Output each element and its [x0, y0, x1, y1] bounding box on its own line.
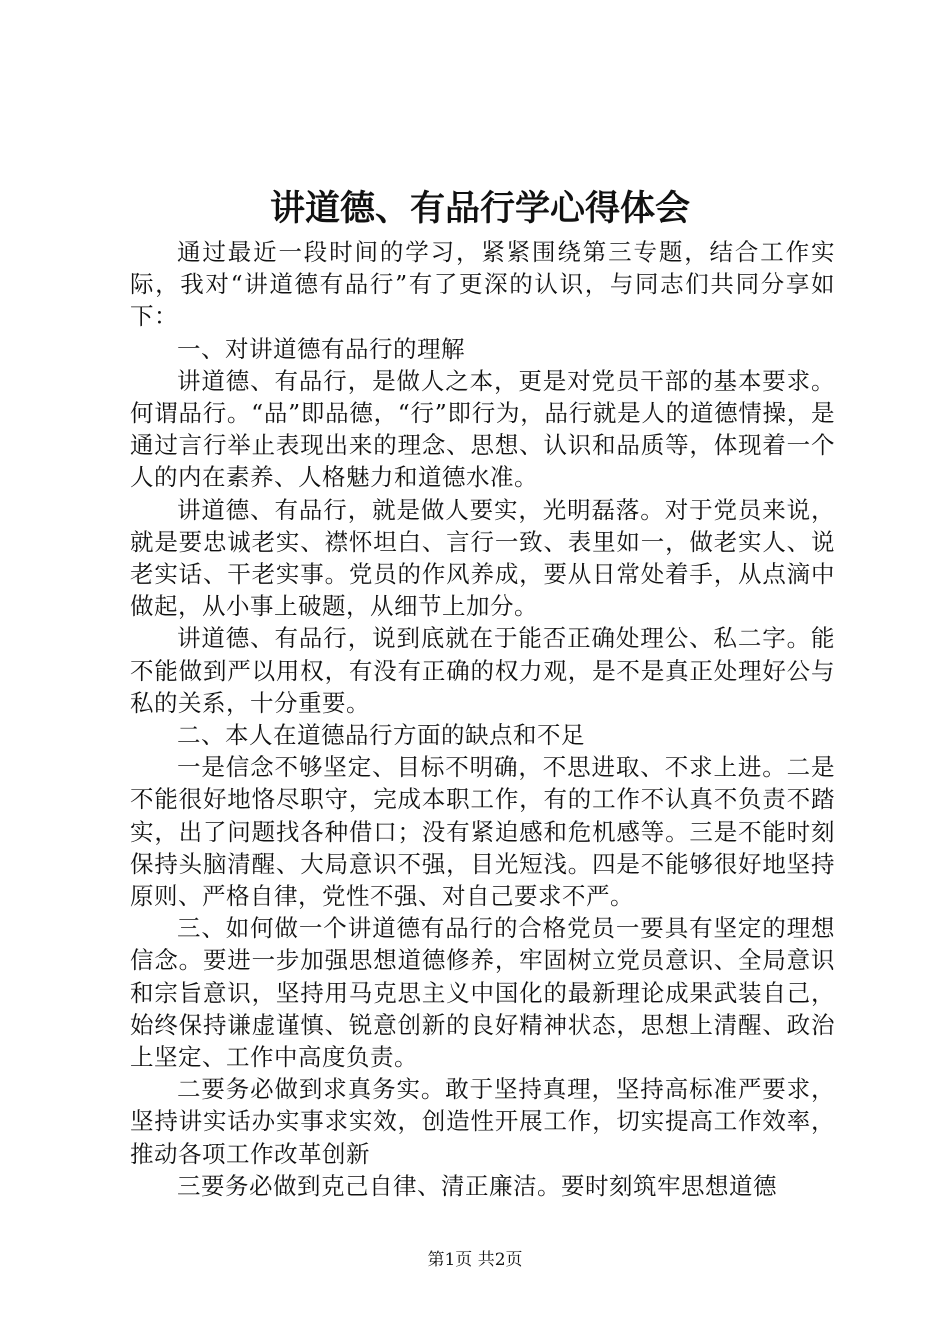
- paragraph: 一是信念不够坚定、目标不明确，不思进取、不求上进。二是不能很好地恪尽职守，完成本职工作，有的工作不认真不负责不踏实，出了问题找各种借口；没有紧迫感和危机感等。三是不能时刻保持头脑清醒、大局意识不强，目光短浅。四是不能够很好地坚持原则、严格自律，党性不强、对自己要求不严。: [130, 753, 835, 911]
- paragraph: 二要务必做到求真务实。敢于坚持真理，坚持高标准严要求，坚持讲实话办实事求实效，创造性开展工作，切实提高工作效率，推动各项工作改革创新: [130, 1075, 835, 1168]
- paragraph: 讲道德、有品行，是做人之本，更是对党员干部的基本要求。何谓品行。“品”即品德，“行”即行为，品行就是人的道德情操，是通过言行举止表现出来的理念、思想、认识和品质等，体现着一个人的内在素养、人格魅力和道德水准。: [130, 366, 835, 492]
- page-number-footer: 第1页 共2页: [427, 1250, 523, 1270]
- paragraph: 三、如何做一个讲道德有品行的合格党员一要具有坚定的理想信念。要进一步加强思想道德修养，牢固树立党员意识、全局意识和宗旨意识，坚持用马克思主义中国化的最新理论成果武装自己，始终保持谦虚谨慎、锐意创新的良好精神状态，思想上清醒、政治上坚定、工作中高度负责。: [130, 914, 835, 1072]
- document-title: 讲道德、有品行学心得体会: [269, 188, 690, 229]
- section-heading-1: 一、对讲道德有品行的理解: [177, 334, 465, 363]
- document-body: [130, 236, 835, 1202]
- paragraph: 三要务必做到克己自律、清正廉洁。要时刻筑牢思想道德: [177, 1171, 777, 1200]
- paragraph: 讲道德、有品行，说到底就在于能否正确处理公、私二字。能不能做到严以用权，有没有正确的权力观，是不是真正处理好公与私的关系，十分重要。: [130, 624, 835, 717]
- paragraph-intro: 通过最近一段时间的学习，紧紧围绕第三专题，结合工作实际，我对“讲道德有品行”有了更深的认识，与同志们共同分享如下：: [130, 238, 835, 331]
- paragraph: 讲道德、有品行，就是做人要实，光明磊落。对于党员来说，就是要忠诚老实、襟怀坦白、言行一致、表里如一，做老实人、说老实话、干老实事。党员的作风养成，要从日常处着手，从点滴中做起，从小事上破题，从细节上加分。: [130, 495, 835, 621]
- section-heading-2: 二、本人在道德品行方面的缺点和不足: [177, 721, 585, 750]
